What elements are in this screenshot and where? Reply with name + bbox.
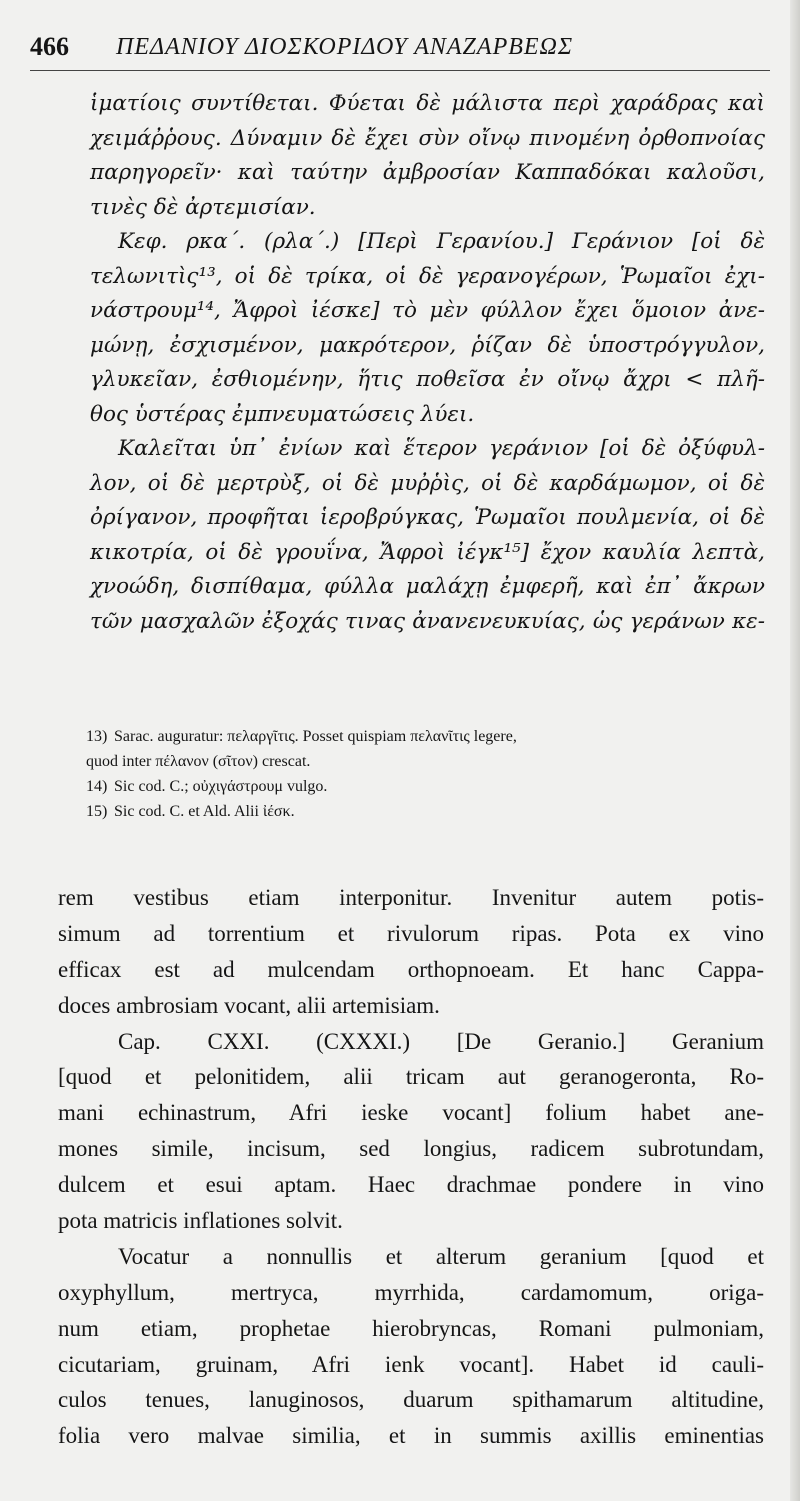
footnote-13 xyxy=(86,724,766,749)
greek-line: θος ὑστέρας ἐμπνευματώσεις λύει. xyxy=(90,401,475,427)
latin-chapter-heading-line: Cap. CXXI. (CXXXI.) [De Geranio.] Geranium xyxy=(118,1028,764,1054)
latin-line: efficax est ad mulcendam orthopnoeam. Et hanc Cappa- xyxy=(58,956,764,982)
latin-paragraph-start-line: Vocatur a nonnullis et alterum geranium [quod et xyxy=(118,1243,764,1269)
latin-line: [quod et pelonitidem, alii tricam aut geranogeronta, Ro- xyxy=(58,1064,764,1090)
latin-line: doces ambrosiam vocant, alii artemisiam. xyxy=(58,992,440,1018)
greek-line: τινὲς δὲ ἀρτεμισίαν. xyxy=(90,194,316,220)
latin-line: num etiam, prophetae hierobryncas, Romani pulmoniam, xyxy=(58,1315,764,1341)
footnote-text: Sic cod. C.; οὐχιγάστρουμ vulgo. xyxy=(114,778,328,795)
greek-chapter-heading-line: Κεφ. ρκα΄. (ρλα΄.) [Περὶ Γερανίου.] Γεράνιον [οἱ δὲ xyxy=(118,229,765,254)
footnote-label: 13) xyxy=(86,728,108,745)
greek-line: χνοώδη, δισπίθαμα, φύλλα μαλάχῃ ἐμφερῆ, καὶ ἐπ᾽ ἄκρων xyxy=(90,574,765,599)
footnote-15 xyxy=(86,799,766,824)
latin-text-block xyxy=(58,880,764,1454)
greek-line: κικοτρία, οἱ δὲ γρουΐνα, Ἄφροὶ ἰέγκ¹⁵] ἔχον καυλία λεπτὰ, xyxy=(90,539,765,565)
footnote-13-continuation: quod inter πέλανον (σῖτον) crescat. xyxy=(86,753,311,770)
greek-line: μώνῃ, ἐσχισμένον, μακρότερον, ῥίζαν δὲ ὑποστρόγγυλον, xyxy=(90,332,765,358)
footnote-text: Sarac. auguratur: πελαργῖτις. Posset quispiam πελανῖτις legere, xyxy=(114,728,517,745)
latin-line: culos tenues, lanuginosos, duarum spithamarum altitudine, xyxy=(58,1387,764,1413)
greek-line: νάστρουμ¹⁴, Ἄφροὶ ἰέσκε] τὸ μὲν φύλλον ἔχει ὅμοιον ἀνε- xyxy=(90,298,765,323)
greek-line: τῶν μασχαλῶν ἐξοχάς τινας ἀνανενευκυίας, ὡς γεράνων κε- xyxy=(90,608,765,634)
greek-paragraph-start-line: Καλεῖται ὑπ᾽ ἐνίων καὶ ἕτερον γεράνιον [οἱ δὲ ὀξύφυλ- xyxy=(118,436,765,461)
page-header xyxy=(30,30,770,71)
footnote-14 xyxy=(86,774,766,799)
latin-line: folia vero malvae similia, et in summis axillis eminentias xyxy=(58,1423,764,1449)
latin-line: dulcem et esui aptam. Haec drachmae pondere in vino xyxy=(58,1172,764,1198)
footnote-text: Sic cod. C. et Ald. Alii ἰέσκ. xyxy=(114,803,295,820)
greek-line: ἱματίοις συντίθεται. Φύεται δὲ μάλιστα περὶ χαράδρας καὶ xyxy=(90,91,765,116)
greek-text-block xyxy=(90,87,765,639)
footnotes xyxy=(86,724,766,824)
greek-line: χειμάῤῥους. Δύναμιν δὲ ἔχει σὺν οἴνῳ πινομένη ὀρθοπνοίας xyxy=(90,125,765,151)
greek-line: τελωνιτὶς¹³, οἱ δὲ τρίκα, οἱ δὲ γερανογέρων, Ῥωμαῖοι ἐχι- xyxy=(90,263,765,289)
latin-line: pota matricis inflationes solvit. xyxy=(58,1208,343,1234)
greek-line: γλυκεῖαν, ἐσθιομένην, ἥτις ποθεῖσα ἐν οἴνῳ ἄχρι < πλῆ- xyxy=(90,367,765,392)
page-number: 466 xyxy=(30,32,69,61)
greek-line: λον, οἱ δὲ μερτρὺξ, οἱ δὲ μυῤῥὶς, οἱ δὲ καρδάμωμον, οἱ δὲ xyxy=(90,470,765,496)
latin-line: simum ad torrentium et rivulorum ripas. Pota ex vino xyxy=(58,920,764,946)
latin-line: mones simile, incisum, sed longius, radicem subrotundam, xyxy=(58,1136,764,1162)
footnote-label: 15) xyxy=(86,803,108,820)
latin-line: rem vestibus etiam interponitur. Invenitur autem potis- xyxy=(58,885,764,910)
greek-line: παρηγορεῖν· καὶ ταύτην ἀμβροσίαν Καππαδόκαι καλοῦσι, xyxy=(90,160,765,185)
latin-line: cicutariam, gruinam, Afri ienk vocant]. Habet id cauli- xyxy=(58,1351,764,1377)
running-head: ΠΕΔΑΝΙΟΥ ΔΙΟΣΚΟΡΙΔΟΥ ΑΝΑΖΑΡΒΕΩΣ xyxy=(116,34,574,60)
greek-line: ὀρίγανον, προφῆται ἱεροβρύγκας, Ῥωμαῖοι πουλμενία, οἱ δὲ xyxy=(90,505,765,530)
latin-line: oxyphyllum, mertryca, myrrhida, cardamomum, origa- xyxy=(58,1279,764,1305)
latin-line: mani echinastrum, Afri ieske vocant] folium habet ane- xyxy=(58,1100,764,1126)
footnote-label: 14) xyxy=(86,778,108,795)
